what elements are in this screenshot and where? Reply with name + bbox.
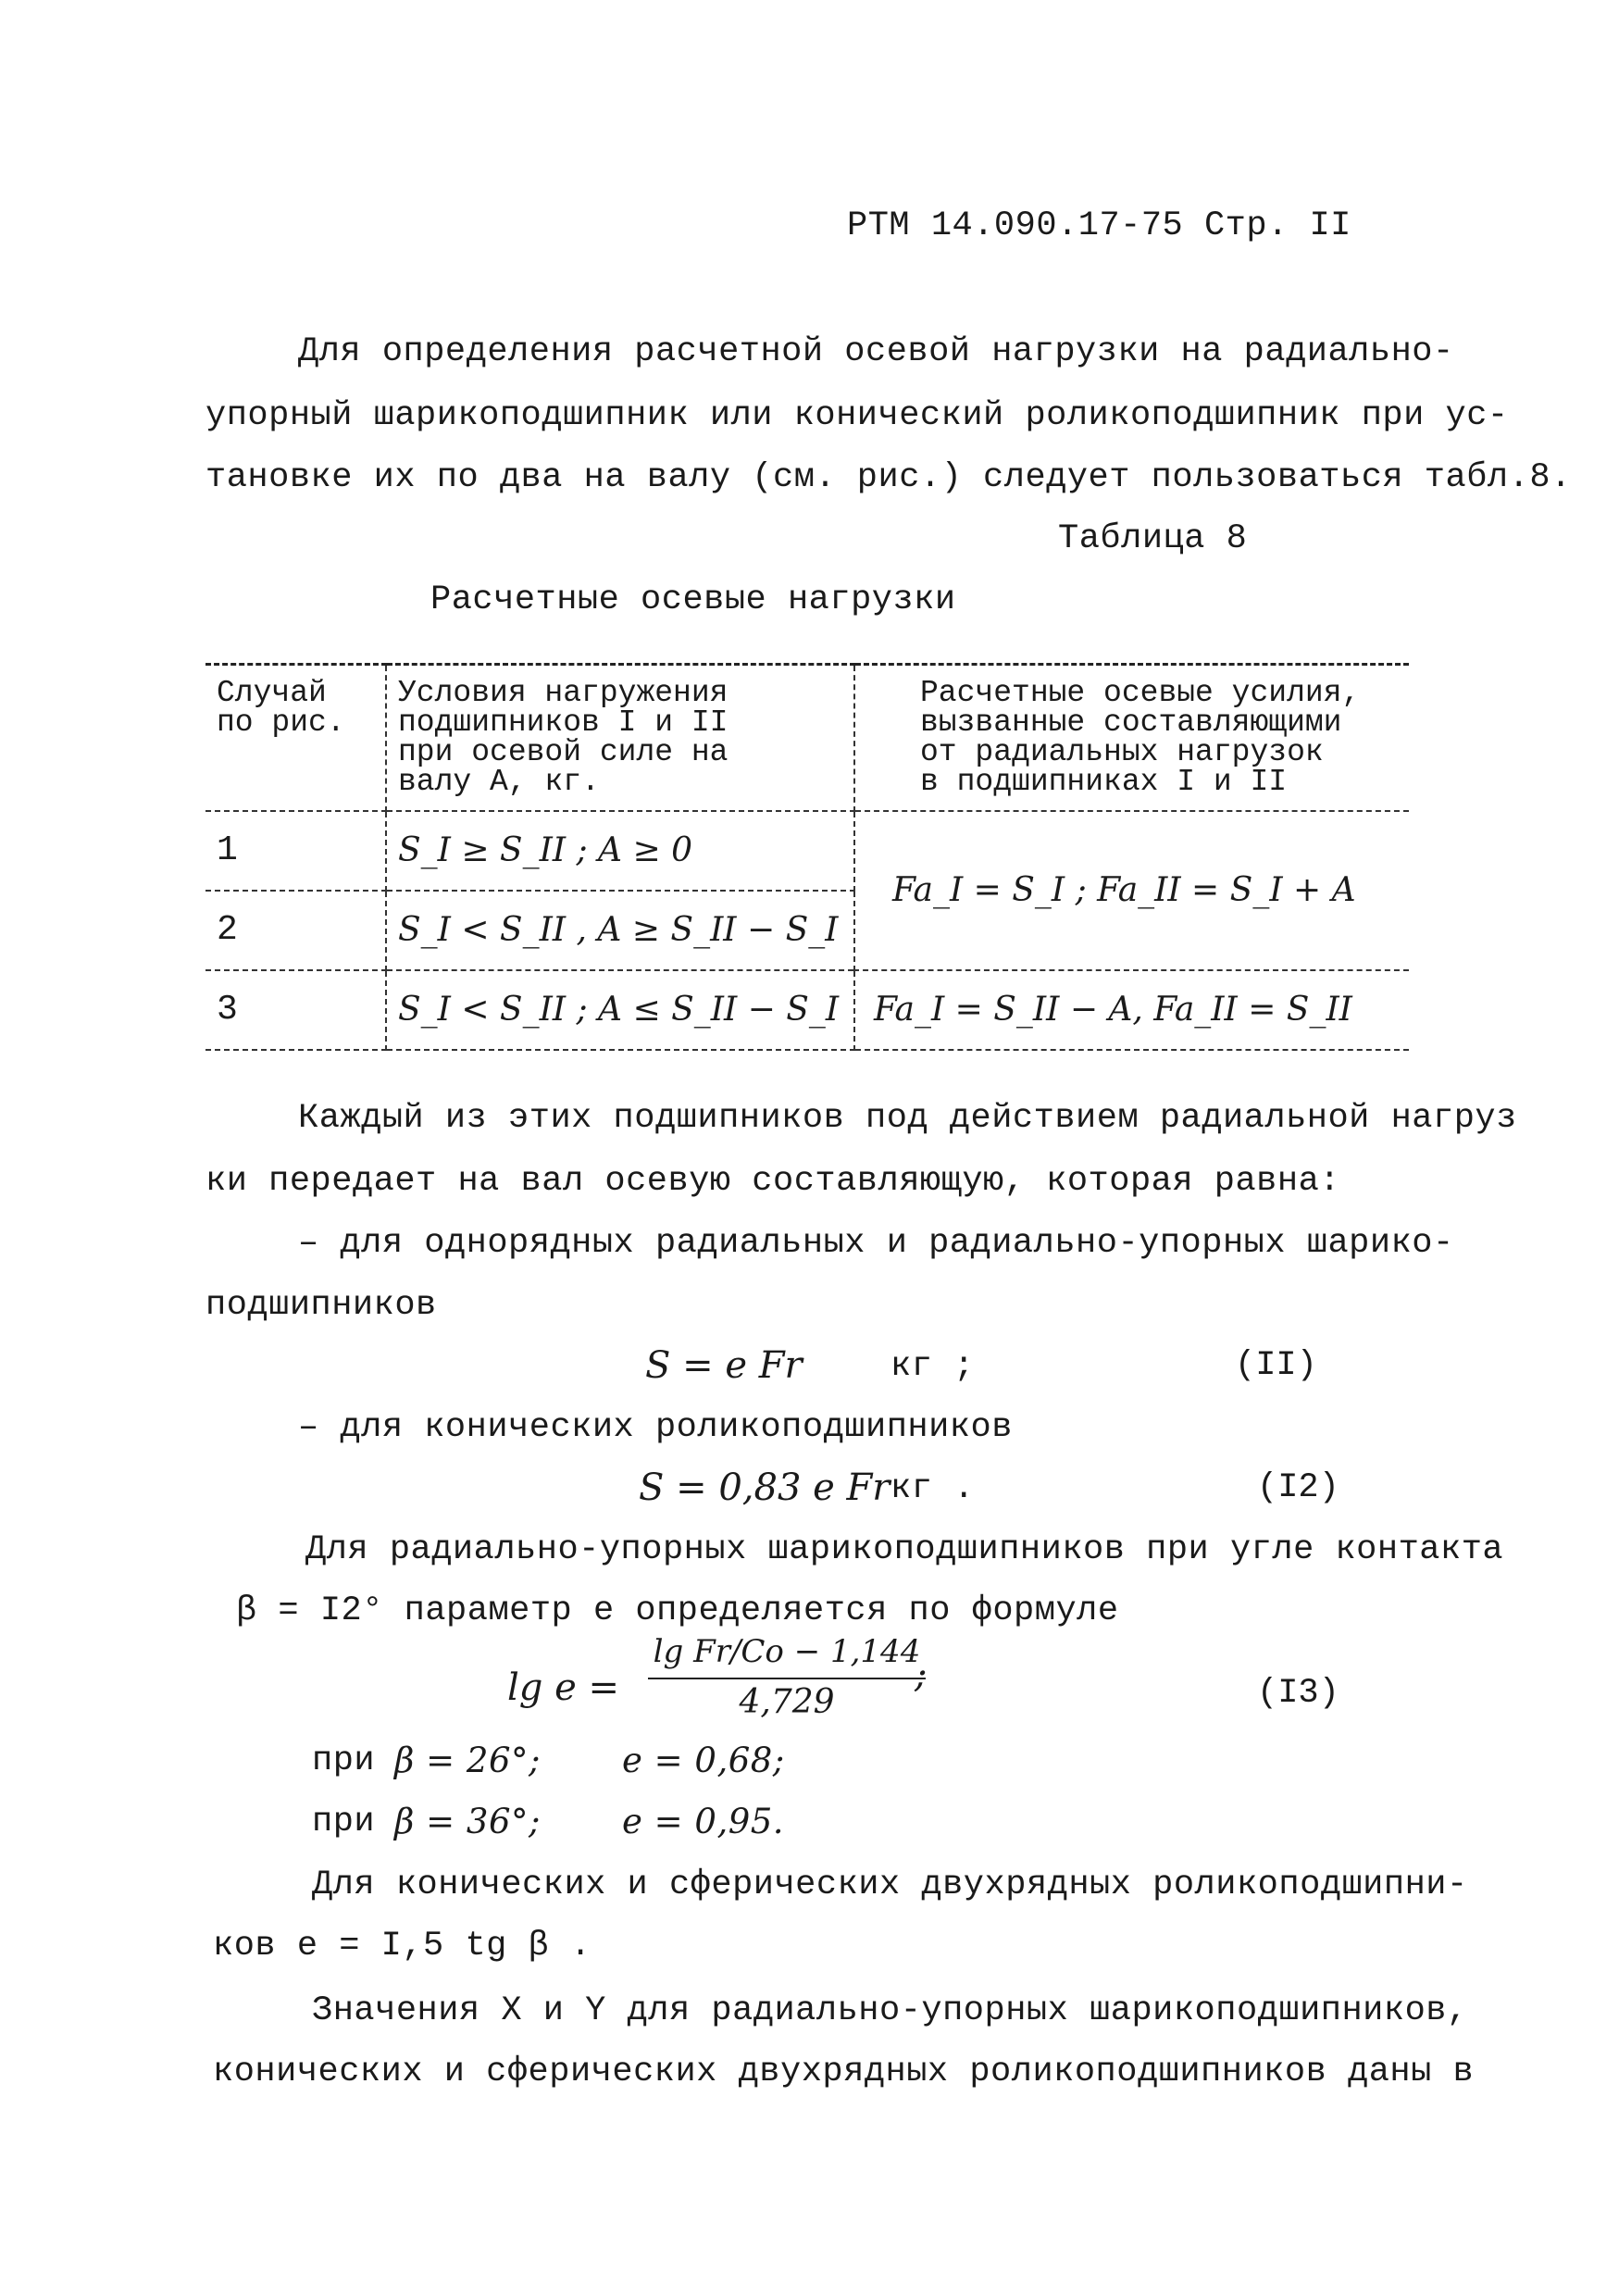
formula-12-unit: кг . [890,1469,975,1508]
formula-13-number: (I3) [1257,1674,1339,1713]
formula-13-lhs: lg e = [507,1666,620,1709]
body3-line-1: Для радиально-упорных шарикоподшипников при угле контакта [305,1530,1504,1569]
body3-line-2: β = I2° параметр e определяется по формуле [236,1591,1119,1630]
intro-line-3: тановке их по два на валу (см. рис.) следует пользоваться табл.8. [205,458,1572,497]
row-condition: S_I < S_II , A ≥ S_II − S_I [386,891,854,970]
formula-13-numerator: lg Fr/Co − 1,144 [653,1633,921,1670]
body5-line-1: Значения X и Y для радиально-упорных шарикоподшипников, [312,1991,1468,2030]
row-result: Fa_I = S_II − A, Fa_II = S_II [854,970,1409,1050]
row-condition: S_I < S_II ; A ≤ S_II − S_I [386,970,854,1050]
table-header-row [205,665,1409,812]
case-2-e: e = 0,95. [622,1802,785,1841]
formula-12-number: (I2) [1257,1468,1339,1507]
intro-line-1: Для определения расчетной осевой нагрузки на радиально- [298,332,1454,371]
case-1-label: при [312,1741,376,1780]
body5-line-2: конических и сферических двухрядных роликоподшипников даны в [213,2053,1475,2091]
table-number: Таблица 8 [1058,519,1248,558]
header-result: Расчетные осевые усилия, вызванные составляющими от радиальных нагрузок в подшипниках I и II [854,665,1409,812]
row-case: 2 [205,891,386,970]
case-1-beta: β = 26°; [394,1741,541,1780]
header-case: Случай по рис. [205,665,386,812]
fraction-bar [648,1678,926,1679]
case-2-beta: β = 36°; [394,1802,541,1841]
row-case: 3 [205,970,386,1050]
row-result-merged: Fa_I = S_I ; Fa_II = S_I + A [854,811,1409,970]
formula-11-unit: кг ; [890,1347,975,1386]
body4-line-1: Для конических и сферических двухрядных роликоподшипни- [312,1866,1468,1904]
formula-13-tail: ; [915,1653,928,1696]
row-condition: S_I ≥ S_II ; A ≥ 0 [386,811,854,891]
formula-11: S = e Fr [645,1344,803,1387]
body2-line: – для конических роликоподшипников [298,1408,1013,1447]
body1-line-3: – для однорядных радиальных и радиально-упорных шарико- [298,1224,1454,1263]
case-1-e: e = 0,68; [622,1741,785,1780]
body4-line-2: ков e = I,5 tg β . [213,1927,592,1965]
loads-table [205,663,1409,1051]
table-row [205,811,1409,891]
table-row [205,970,1409,1050]
page-header: РТМ 14.090.17-75 Стр. II [847,206,1351,245]
body1-line-2: ки передает на вал осевую составляющую, которая равна: [205,1162,1340,1201]
formula-13-denominator: 4,729 [739,1683,835,1721]
row-case: 1 [205,811,386,891]
header-condition: Условия нагружения подшипников I и II при осевой силе на валу А, кг. [386,665,854,812]
body1-line-4: подшипников [205,1286,437,1325]
case-2-label: при [312,1803,376,1841]
formula-11-number: (II) [1235,1346,1317,1385]
body1-line-1: Каждый из этих подшипников под действием радиальной нагруз [298,1099,1517,1138]
intro-line-2: упорный шарикоподшипник или конический роликоподшипник при ус- [205,396,1509,435]
table-title: Расчетные осевые нагрузки [430,580,956,619]
formula-12: S = 0,83 e Fr [639,1466,890,1509]
